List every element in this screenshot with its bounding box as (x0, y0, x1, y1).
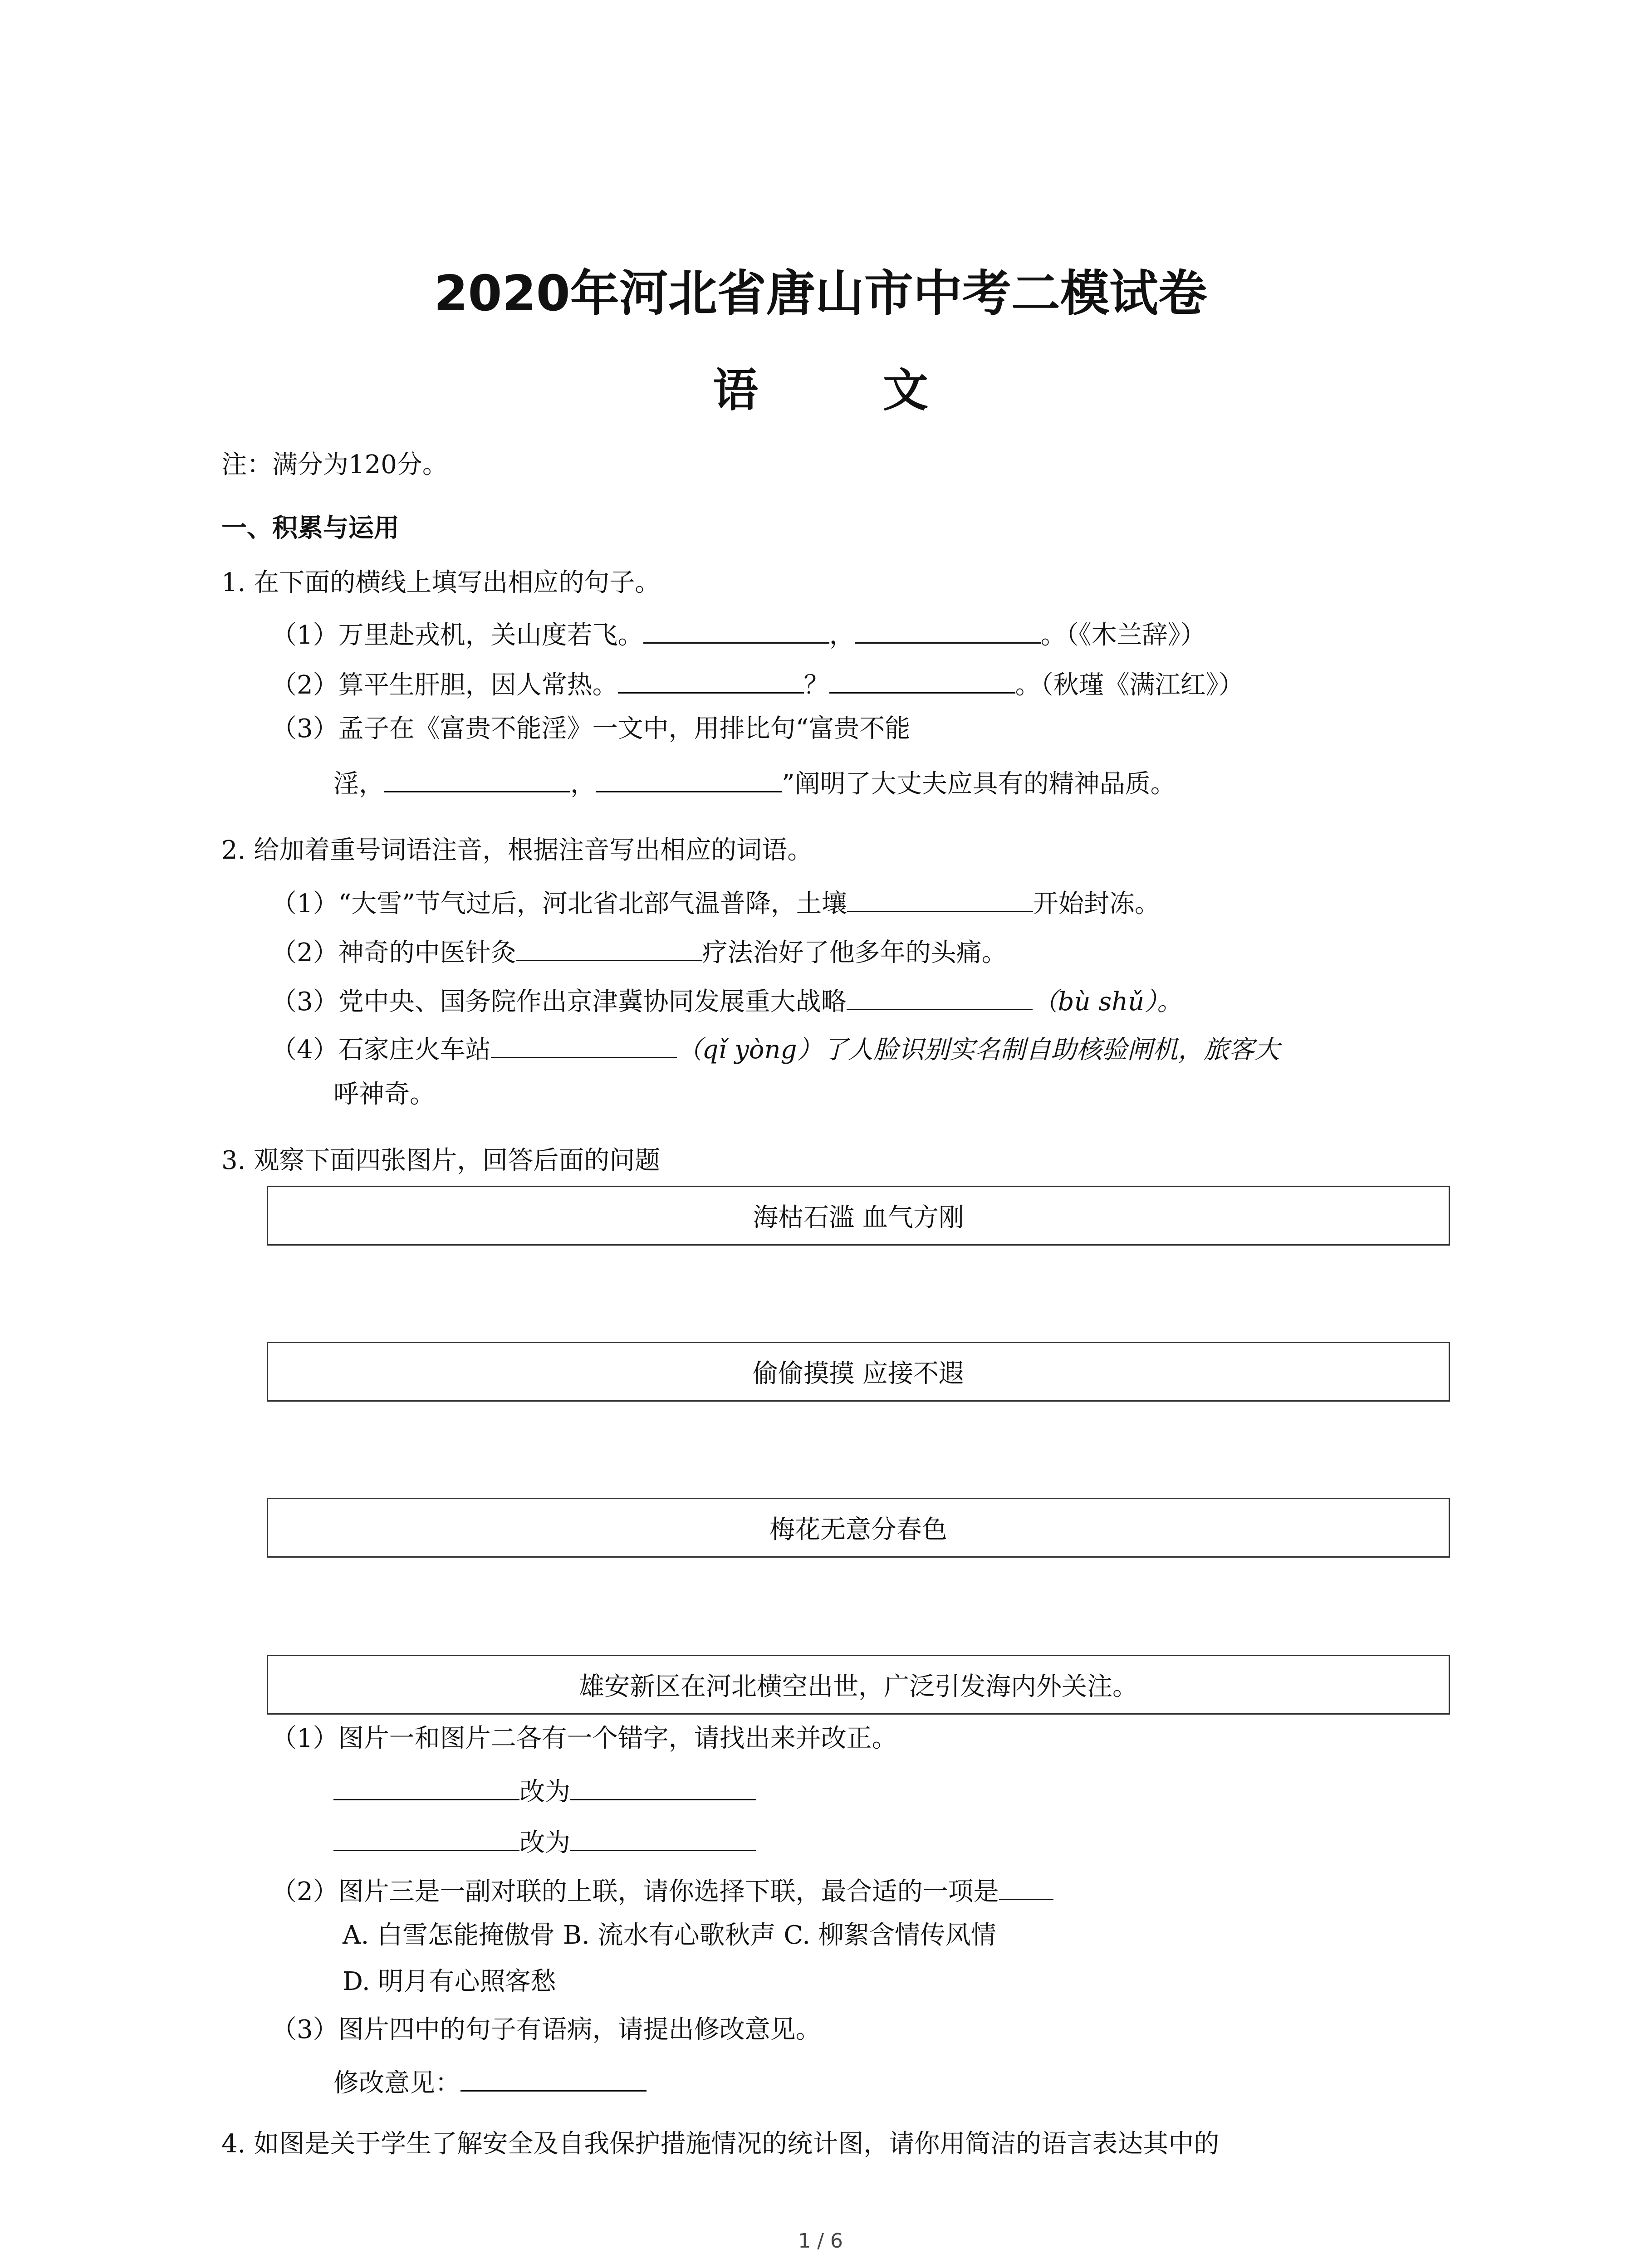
q1-item3-text: 淫， (333, 769, 384, 799)
question-3-stem: 3. 观察下面四张图片，回答后面的问题 (221, 1146, 661, 1175)
answer-blank[interactable] (516, 933, 702, 961)
q2-item3-text: （3）党中央、国务院作出京津冀协同发展重大战略 (271, 987, 847, 1017)
picture-box-4: 雄安新区在河北横空出世，广泛引发海内外关注。 (267, 1655, 1450, 1715)
question-4-stem: 4. 如图是关于学生了解安全及自我保护措施情况的统计图，请你用简洁的语言表达其中的 (221, 2129, 1220, 2159)
q2-item1-end: 开始封冻。 (1033, 889, 1160, 919)
revision-label: 修改意见： (333, 2068, 460, 2098)
page-number: 1 / 6 (798, 2229, 843, 2253)
q1-item3-end: ”阐明了大丈夫应具有的精神品质。 (782, 769, 1176, 799)
question-3-part-1: （1）图片一和图片二各有一个错字，请找出来并改正。 (271, 1724, 897, 1753)
correction-row-2 (333, 1823, 756, 1859)
question-2-item-2 (271, 933, 1007, 969)
question-2-stem: 2. 给加着重号词语注音，根据注音写出相应的词语。 (221, 836, 813, 865)
q2-item4-text: （4）石家庄火车站 (271, 1035, 491, 1065)
picture-box-3: 梅花无意分春色 (267, 1498, 1450, 1558)
exam-title: 2020年河北省唐山市中考二模试卷 (434, 265, 1207, 322)
q1-item1-text: （1）万里赴戎机，关山度若飞。 (271, 621, 643, 650)
answer-blank[interactable] (491, 1030, 677, 1058)
revision-row (333, 2063, 647, 2099)
answer-blank[interactable] (999, 1872, 1053, 1900)
answer-blank[interactable] (618, 665, 804, 694)
answer-blank[interactable] (855, 615, 1041, 644)
q1-item2-text: （2）算平生肝胆，因人常热。 (271, 670, 618, 700)
answer-blank[interactable] (460, 2063, 647, 2092)
question-2-item-3 (271, 982, 1182, 1018)
answer-blank[interactable] (847, 884, 1033, 912)
q1-item1-source: 。（《木兰辞》） (1040, 621, 1206, 650)
q1-item2-sep: ？ (803, 670, 829, 700)
options-line-1: A. 白雪怎能掩傲骨 B. 流水有心歌秋声 C. 柳絮含情传风情 (343, 1921, 996, 1950)
q3-part2-text: （2）图片三是一副对联的上联，请你选择下联，最合适的一项是 (271, 1877, 999, 1906)
q2-item1-text: （1）“大雪”节气过后，河北省北部气温普降，土壤 (271, 889, 847, 919)
picture-box-2: 偷偷摸摸 应接不遐 (267, 1342, 1450, 1402)
q2-item3-pinyin: （bù shǔ）。 (1032, 987, 1183, 1017)
q1-item1-sep: ， (829, 621, 855, 650)
answer-blank[interactable] (643, 615, 829, 644)
q2-item2-text: （2）神奇的中医针灸 (271, 938, 516, 968)
picture-box-1: 海枯石滥 血气方刚 (267, 1186, 1450, 1246)
correction-row-1 (333, 1772, 756, 1808)
question-1-item-1 (271, 615, 1206, 651)
answer-blank[interactable] (570, 1823, 756, 1851)
question-3-part-3: （3）图片四中的句子有语病，请提出修改意见。 (271, 2015, 821, 2044)
question-1-item-2 (271, 665, 1244, 701)
question-3-part-2 (271, 1872, 1053, 1908)
change-to-label: 改为 (519, 1777, 570, 1807)
answer-blank[interactable] (333, 1772, 519, 1800)
answer-blank[interactable] (829, 665, 1015, 694)
q1-item3-sep: ， (570, 769, 596, 799)
question-1-item-3-cont (333, 764, 1176, 800)
q1-item2-source: 。（秋瑾《满江红》） (1015, 670, 1244, 700)
q2-item4-pinyin: （qǐ yòng）了人脸识别实名制自助核验闸机，旅客大 (676, 1035, 1280, 1065)
q2-item2-end: 疗法治好了他多年的头痛。 (702, 938, 1007, 968)
question-1-item-3: （3）孟子在《富贵不能淫》一文中，用排比句“富贵不能 (271, 714, 911, 743)
answer-blank[interactable] (847, 982, 1033, 1010)
score-note: 注：满分为120分。 (221, 450, 448, 479)
change-to-label: 改为 (519, 1828, 570, 1857)
exam-subject: 语 文 (713, 364, 983, 417)
answer-blank[interactable] (333, 1823, 519, 1851)
question-1-stem: 1. 在下面的横线上填写出相应的句子。 (221, 568, 661, 597)
answer-blank[interactable] (570, 1772, 756, 1800)
section-heading: 一、积累与运用 (221, 513, 399, 543)
answer-blank[interactable] (596, 764, 782, 792)
question-2-item-4 (271, 1030, 1279, 1066)
answer-blank[interactable] (384, 764, 570, 792)
question-2-item-1 (271, 884, 1160, 920)
question-2-item-4-cont: 呼神奇。 (333, 1080, 435, 1109)
options-line-2: D. 明月有心照客愁 (343, 1967, 556, 1996)
